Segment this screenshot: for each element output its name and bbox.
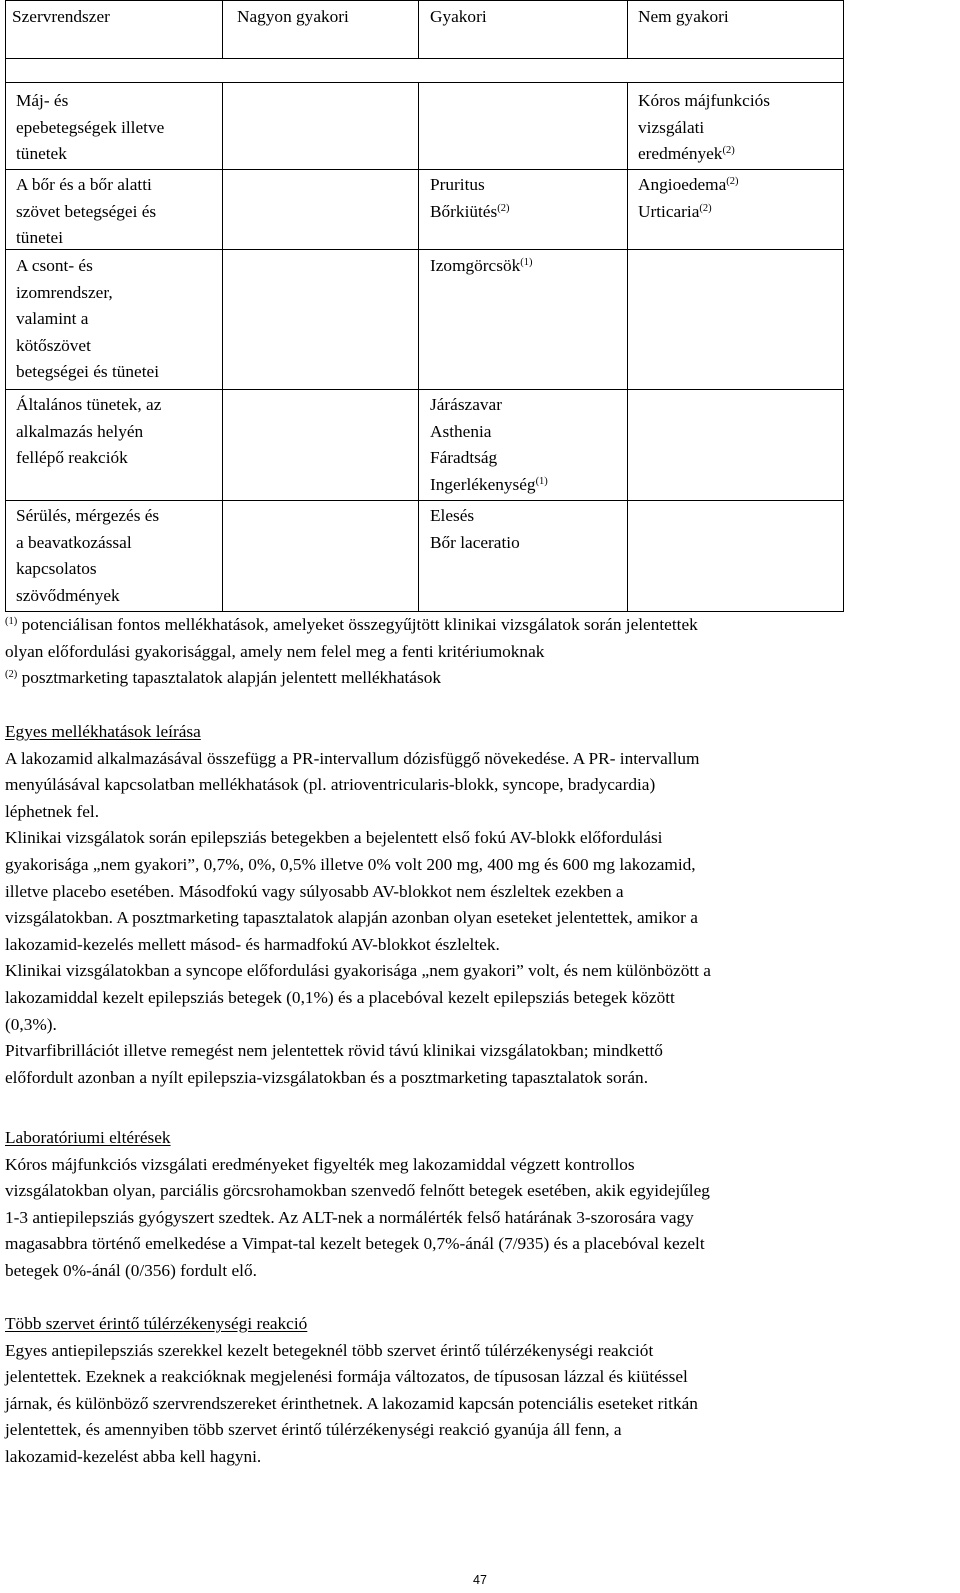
uncommon-cell <box>638 88 770 168</box>
header-divider <box>5 58 844 59</box>
section-lab-findings <box>5 1125 960 1285</box>
footnote-line: $^{(1)}$ potenciálisan fontos mellékhatások, amelyeket összegyűjtött klinikai vizsgálatok során jelentettek <box>5 615 698 634</box>
body-col-divider <box>627 82 628 612</box>
paragraph-line: menyúlásával kapcsolatban mellékhatások (pl. atrioventricularis-blokk, syncope, bradycardia) <box>5 775 656 795</box>
row-divider <box>5 500 844 501</box>
reaction-item: Kóros májfunkciós <box>638 91 770 110</box>
section-description <box>5 719 960 1091</box>
page-number: 47 <box>473 1573 487 1587</box>
table-border-left <box>5 0 6 612</box>
organ-cell <box>16 253 159 386</box>
organ-line: kötőszövet <box>16 335 91 355</box>
paragraph-line: Klinikai vizsgálatokban a syncope előfordulási gyakorisága „nem gyakori” volt, és nem különbözött a <box>5 961 711 981</box>
reaction-item: vizsgálati <box>638 117 705 137</box>
spacer-row-divider <box>5 82 844 83</box>
paragraph-line: vizsgálatokban olyan, parciális görcsrohamokban szenvedő felnőtt betegek esetében, akik egyidejűleg <box>5 1181 710 1201</box>
organ-line: kapcsolatos <box>16 559 97 579</box>
footnote-ref: (2) <box>497 202 510 214</box>
header-organ-system: Szervrendszer <box>12 7 110 26</box>
paragraph-line: lakozamiddal kezelt epilepsziás betegek (0,1%) és a placebóval kezelt epilepsziás betegek között <box>5 987 675 1007</box>
organ-line: valamint a <box>16 309 89 329</box>
reaction-item: Ingerlékenység$^{(1)}$ <box>430 474 548 494</box>
header-uncommon: Nem gyakori <box>638 7 729 26</box>
reaction-item: Urticaria$^{(2)}$ <box>638 201 712 221</box>
organ-line: A csont- és <box>16 256 93 275</box>
organ-line: a beavatkozással <box>16 532 132 552</box>
footnote-ref: (1) <box>535 475 548 487</box>
common-cell <box>430 253 532 280</box>
organ-cell <box>16 392 161 472</box>
header-col-divider <box>418 0 419 59</box>
paragraph-line: jelentettek. Ezeknek a reakcióknak megjelenési formája változatos, de típusosan lázzal és kiütéssel <box>5 1367 688 1387</box>
body-col-divider <box>418 82 419 612</box>
paragraph-line: Kóros májfunkciós vizsgálati eredményeket figyelték meg lakozamiddal végzett kontrollos <box>5 1154 635 1174</box>
footnote-marker: (2) <box>5 669 18 681</box>
organ-line: Máj- és <box>16 91 69 110</box>
reaction-item: Angioedema$^{(2)}$ <box>638 175 739 194</box>
reaction-item: Bőrkiütés$^{(2)}$ <box>430 201 510 221</box>
common-cell <box>430 503 520 556</box>
reaction-item: Asthenia <box>430 421 492 441</box>
footnote-ref: (2) <box>726 176 739 187</box>
paragraph-line: lakozamid-kezelés mellett másod- és harmadfokú AV-blokkot észleltek. <box>5 934 500 954</box>
organ-line: A bőr és a bőr alatti <box>16 175 152 194</box>
footnote-ref: (2) <box>699 202 712 214</box>
paragraph-line: magasabbra történő emelkedése a Vimpat-tal kezelt betegek 0,7%-ánál (7/935) és a placebóval kezelt <box>5 1234 705 1254</box>
reaction-item: Pruritus <box>430 175 485 194</box>
header-col-divider <box>222 0 223 59</box>
organ-line: fellépő reakciók <box>16 448 128 468</box>
paragraph-line: léphetnek fel. <box>5 801 100 821</box>
paragraph-line: A lakozamid alkalmazásával összefügg a PR-intervallum dózisfüggő növekedése. A PR- intervallum <box>5 748 700 768</box>
table-border-top <box>5 0 844 1</box>
footnote-line: olyan előfordulási gyakorisággal, amely nem felel meg a fenti kritériumoknak <box>5 641 545 661</box>
paragraph-line: előfordult azonban a nyílt epilepszia-vizsgálatokban és a posztmarketing tapasztalatok során. <box>5 1067 649 1087</box>
paragraph-line: 1-3 antiepilepsziás gyógyszert szedtek. Az ALT-nek a normálérték felső határának 3-szorosára vagy <box>5 1207 694 1227</box>
paragraph-line: gyakorisága „nem gyakori”, 0,7%, 0%, 0,5% illetve 0% volt 200 mg, 400 mg és 600 mg lakozamid, <box>5 854 696 874</box>
row-divider <box>5 169 844 170</box>
organ-cell <box>16 172 156 252</box>
paragraph-line: vizsgálatokban. A posztmarketing tapasztalatok alapján azonban olyan eseteket jelentettek, amikor a <box>5 908 698 928</box>
paragraph-line: jelentettek, és amennyiben több szervet érintő túlérzékenységi reakció gyanúja áll fenn, a <box>5 1420 622 1440</box>
paragraph-line: Klinikai vizsgálatok során epilepsziás betegekben a bejelentett első fokú AV-blokk előfordulási <box>5 828 663 848</box>
header-very-common: Nagyon gyakori <box>237 7 349 26</box>
organ-cell <box>16 503 159 609</box>
organ-line: szövődmények <box>16 585 120 605</box>
organ-line: izomrendszer, <box>16 282 113 302</box>
section-multiorgan-hypersensitivity <box>5 1311 960 1471</box>
reaction-item: Fáradtság <box>430 448 498 468</box>
table-border-right <box>843 0 844 612</box>
body-col-divider <box>222 82 223 612</box>
reaction-item: Elesés <box>430 506 475 525</box>
organ-line: epebetegségek illetve <box>16 117 165 137</box>
paragraph-line: lakozamid-kezelést abba kell hagyni. <box>5 1446 262 1466</box>
footnote-marker: (1) <box>5 616 18 627</box>
organ-line: Általános tünetek, az <box>16 395 162 414</box>
footnote-ref: (1) <box>520 257 533 268</box>
organ-line: betegségei és tünetei <box>16 362 159 382</box>
footnote-ref: (2) <box>722 145 735 157</box>
paragraph-line: járnak, és különböző szervrendszereket érinthetnek. A lakozamid kapcsán potenciális eseteket ritkán <box>5 1393 698 1413</box>
reaction-item: eredmények$^{(2)}$ <box>638 144 735 164</box>
organ-line: alkalmazás helyén <box>16 421 144 441</box>
reaction-item: Bőr laceratio <box>430 532 520 552</box>
adverse-reactions-table <box>5 0 844 612</box>
header-col-divider <box>627 0 628 59</box>
paragraph-line: betegek 0%-ánál (0/356) fordult elő. <box>5 1260 257 1280</box>
table-footnotes <box>5 612 960 692</box>
organ-line: Sérülés, mérgezés és <box>16 506 160 525</box>
section-heading: Laboratóriumi eltérések <box>5 1128 171 1147</box>
section-heading: Több szervet érintő túlérzékenységi reakció <box>5 1314 308 1333</box>
section-heading: Egyes mellékhatások leírása <box>5 722 201 741</box>
organ-line: tünetei <box>16 228 64 248</box>
paragraph-line: Pitvarfibrillációt illetve remegést nem jelentettek rövid távú klinikai vizsgálatokban; mindkettő <box>5 1041 663 1061</box>
organ-line: szövet betegségei és <box>16 201 157 221</box>
reaction-item: Járászavar <box>430 395 502 414</box>
uncommon-cell <box>638 172 739 225</box>
footnote-line: $^{(2)}$ posztmarketing tapasztalatok alapján jelentett mellékhatások <box>5 668 441 688</box>
organ-line: tünetek <box>16 144 67 164</box>
paragraph-line: Egyes antiepilepsziás szerekkel kezelt betegeknél több szervet érintő túlérzékenységi reakciót <box>5 1340 654 1360</box>
paragraph-line: illetve placebo esetében. Másodfokú vagy súlyosabb AV-blokkot nem észleltek ezekben a <box>5 881 624 901</box>
common-cell <box>430 172 509 225</box>
header-common: Gyakori <box>430 7 487 26</box>
organ-cell <box>16 88 164 168</box>
row-divider <box>5 389 844 390</box>
paragraph-line: (0,3%). <box>5 1014 57 1034</box>
common-cell <box>430 392 548 498</box>
reaction-item: Izomgörcsök$^{(1)}$ <box>430 256 533 275</box>
